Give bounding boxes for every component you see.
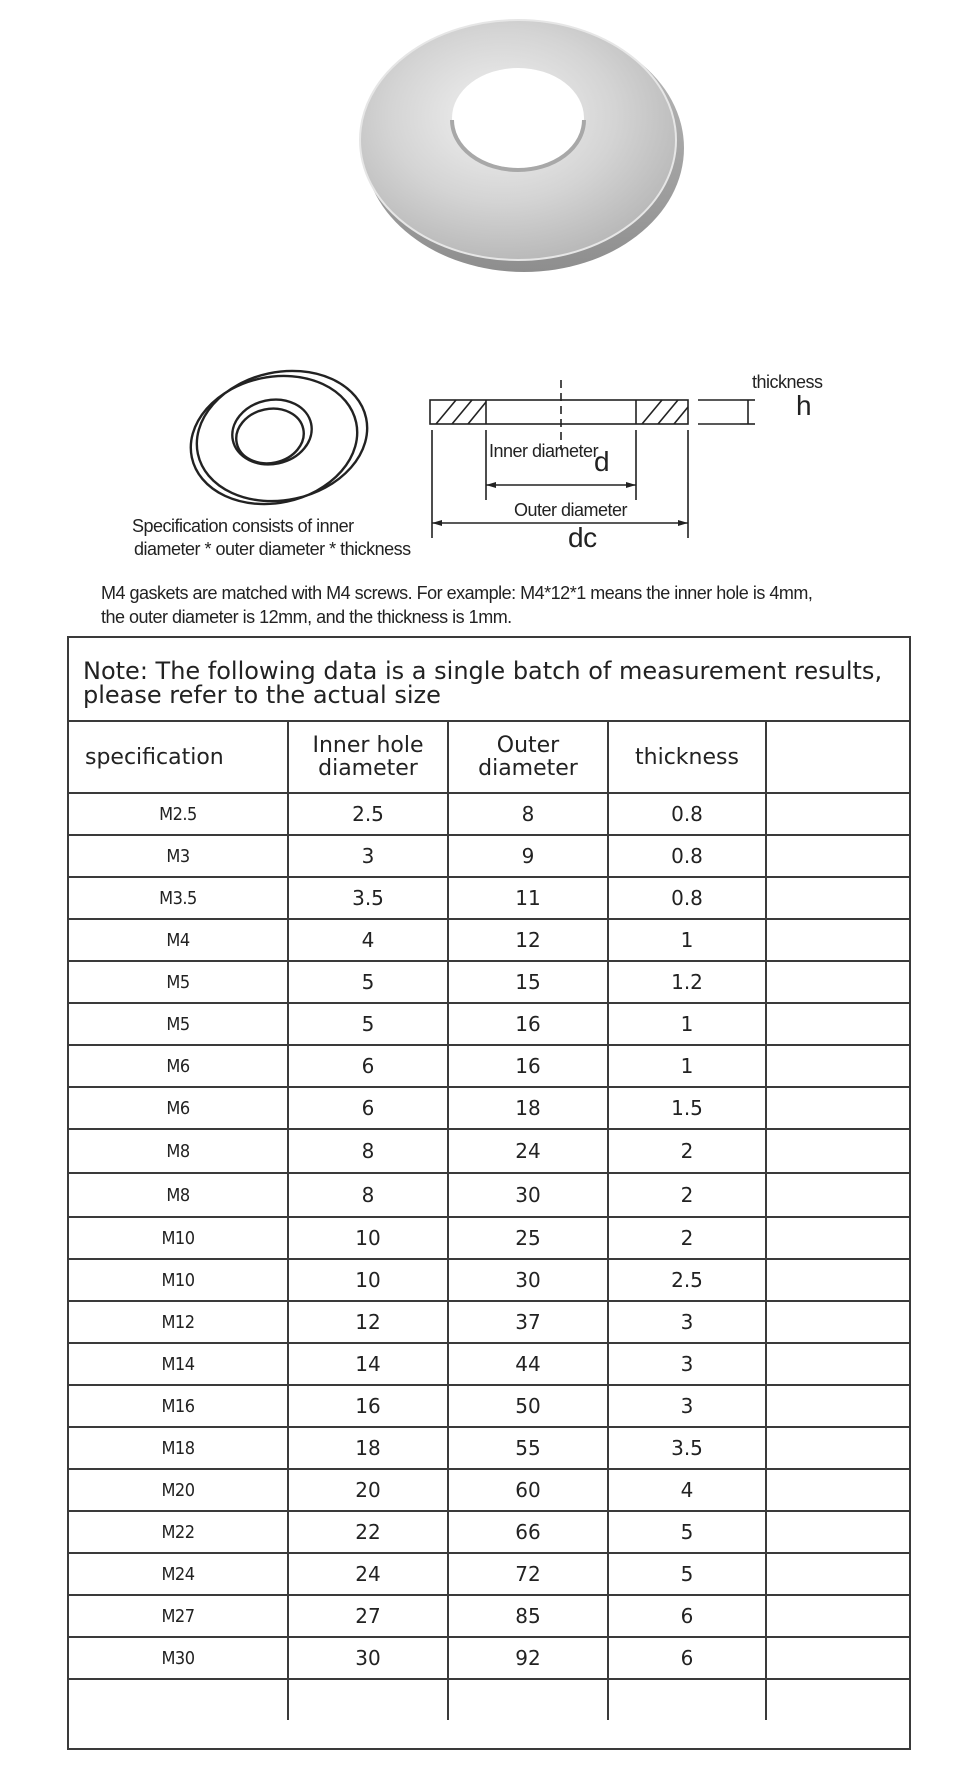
extra-cell xyxy=(766,1003,909,1045)
extra-cell xyxy=(766,1087,909,1129)
table-row xyxy=(69,961,909,1003)
inner-diameter-cell: 10 xyxy=(288,1217,448,1259)
outer-diameter-cell: 16 xyxy=(448,1045,608,1087)
spec-table xyxy=(69,722,909,1720)
table-row xyxy=(69,1469,909,1511)
extra-cell xyxy=(766,1385,909,1427)
extra-cell xyxy=(766,1343,909,1385)
spec-cell: M14 xyxy=(69,1343,288,1385)
header-outer-line2: diameter xyxy=(478,756,578,781)
table-row xyxy=(69,1427,909,1469)
thickness-cell: 5 xyxy=(608,1553,766,1595)
inner-diameter-cell: 3 xyxy=(288,835,448,877)
inner-diameter-cell: 27 xyxy=(288,1595,448,1637)
outer-diameter-cell: 92 xyxy=(448,1637,608,1679)
spec-cell: M27 xyxy=(69,1595,288,1637)
thickness-cell: 1.2 xyxy=(608,961,766,1003)
thickness-cell: 0.8 xyxy=(608,793,766,835)
extra-cell xyxy=(766,1469,909,1511)
thickness-cell: 3.5 xyxy=(608,1427,766,1469)
extra-cell xyxy=(766,1217,909,1259)
inner-diameter-cell: 12 xyxy=(288,1301,448,1343)
inner-diameter-cell: 5 xyxy=(288,961,448,1003)
spec-cell xyxy=(69,1679,288,1720)
thickness-cell: 3 xyxy=(608,1301,766,1343)
table-row xyxy=(69,1217,909,1259)
extra-cell xyxy=(766,961,909,1003)
thickness-symbol: h xyxy=(796,390,812,421)
extra-cell xyxy=(766,793,909,835)
extra-cell xyxy=(766,877,909,919)
table-row xyxy=(69,1595,909,1637)
table-row xyxy=(69,1045,909,1087)
table-row xyxy=(69,1259,909,1301)
outer-diameter-cell: 72 xyxy=(448,1553,608,1595)
thickness-cell: 2 xyxy=(608,1217,766,1259)
thickness-cell: 6 xyxy=(608,1637,766,1679)
inner-diameter-cell: 8 xyxy=(288,1173,448,1217)
thickness-cell: 0.8 xyxy=(608,835,766,877)
extra-cell xyxy=(766,1129,909,1173)
thickness-cell: 2 xyxy=(608,1129,766,1173)
header-specification: specification xyxy=(69,722,288,793)
table-row xyxy=(69,1301,909,1343)
spec-cell: M5 xyxy=(69,961,288,1003)
spec-cell: M20 xyxy=(69,1469,288,1511)
outer-diameter-cell: 55 xyxy=(448,1427,608,1469)
thickness-cell: 5 xyxy=(608,1511,766,1553)
outer-diameter-cell: 11 xyxy=(448,877,608,919)
spec-cell: M10 xyxy=(69,1259,288,1301)
outer-diameter-cell: 85 xyxy=(448,1595,608,1637)
header-inner-diameter xyxy=(288,722,448,793)
thickness-cell: 3 xyxy=(608,1343,766,1385)
table-row xyxy=(69,1129,909,1173)
outer-diameter-cell: 37 xyxy=(448,1301,608,1343)
spec-cell: M6 xyxy=(69,1087,288,1129)
extra-cell xyxy=(766,1259,909,1301)
spec-cell: M5 xyxy=(69,1003,288,1045)
thickness-cell xyxy=(608,1679,766,1720)
table-row xyxy=(69,1343,909,1385)
ring-outer-back xyxy=(185,356,380,517)
thickness-label: thickness xyxy=(752,372,823,392)
inner-diameter-cell: 22 xyxy=(288,1511,448,1553)
header-inner-line1: Inner hole xyxy=(312,733,424,758)
table-row xyxy=(69,1637,909,1679)
extra-cell xyxy=(766,1173,909,1217)
outer-diameter-cell: 60 xyxy=(448,1469,608,1511)
thickness-cell: 1 xyxy=(608,919,766,961)
spec-cell: M10 xyxy=(69,1217,288,1259)
outer-diameter-cell: 15 xyxy=(448,961,608,1003)
inner-diameter-cell: 16 xyxy=(288,1385,448,1427)
spec-cell: M12 xyxy=(69,1301,288,1343)
thickness-cell: 2.5 xyxy=(608,1259,766,1301)
header-inner-line2: diameter xyxy=(318,756,418,781)
extra-cell xyxy=(766,919,909,961)
outer-diameter-cell: 9 xyxy=(448,835,608,877)
table-row xyxy=(69,1087,909,1129)
thickness-cell: 0.8 xyxy=(608,877,766,919)
inner-diameter-cell: 10 xyxy=(288,1259,448,1301)
outer-diameter-cell: 24 xyxy=(448,1129,608,1173)
inner-diameter-cell: 6 xyxy=(288,1045,448,1087)
outer-diameter-cell: 30 xyxy=(448,1259,608,1301)
spec-cell: M8 xyxy=(69,1129,288,1173)
spec-cell: M18 xyxy=(69,1427,288,1469)
outer-diameter-cell xyxy=(448,1679,608,1720)
inner-diameter-cell: 20 xyxy=(288,1469,448,1511)
table-row xyxy=(69,1511,909,1553)
note-line2: please refer to the actual size xyxy=(83,681,441,709)
table-header-row xyxy=(69,722,909,793)
measurement-note xyxy=(69,638,909,722)
table-row xyxy=(69,877,909,919)
inner-diameter-label: Inner diameter xyxy=(489,441,599,461)
header-thickness: thickness xyxy=(608,722,766,793)
inner-diameter-cell xyxy=(288,1679,448,1720)
inner-diameter-cell: 5 xyxy=(288,1003,448,1045)
extra-cell xyxy=(766,835,909,877)
outer-diameter-cell: 16 xyxy=(448,1003,608,1045)
spec-cell: M3 xyxy=(69,835,288,877)
header-outer-diameter xyxy=(448,722,608,793)
note-line1: Note: The following data is a single batch of measurement results, xyxy=(83,657,883,685)
thickness-cell: 6 xyxy=(608,1595,766,1637)
spec-cell: M16 xyxy=(69,1385,288,1427)
outer-diameter-cell: 44 xyxy=(448,1343,608,1385)
outer-diameter-cell: 18 xyxy=(448,1087,608,1129)
spec-cell: M4 xyxy=(69,919,288,961)
inner-diameter-cell: 30 xyxy=(288,1637,448,1679)
thickness-cell: 1 xyxy=(608,1045,766,1087)
inner-diameter-cell: 6 xyxy=(288,1087,448,1129)
example-text-line2: the outer diameter is 12mm, and the thickness is 1mm. xyxy=(101,607,512,627)
inner-diameter-symbol: d xyxy=(594,446,610,477)
outer-diameter-cell: 12 xyxy=(448,919,608,961)
inner-diameter-cell: 2.5 xyxy=(288,793,448,835)
table-row xyxy=(69,919,909,961)
extra-cell xyxy=(766,1679,909,1720)
spec-cell: M24 xyxy=(69,1553,288,1595)
spec-description-line2: diameter * outer diameter * thickness xyxy=(134,539,411,559)
table-row xyxy=(69,1173,909,1217)
table-row xyxy=(69,835,909,877)
outer-diameter-cell: 8 xyxy=(448,793,608,835)
outer-diameter-cell: 50 xyxy=(448,1385,608,1427)
inner-diameter-cell: 18 xyxy=(288,1427,448,1469)
extra-cell xyxy=(766,1553,909,1595)
spec-cell: M8 xyxy=(69,1173,288,1217)
extra-cell xyxy=(766,1637,909,1679)
washer-photo xyxy=(340,8,700,278)
inner-diameter-cell: 3.5 xyxy=(288,877,448,919)
table-row xyxy=(69,1385,909,1427)
inner-diameter-cell: 4 xyxy=(288,919,448,961)
spec-description-line1: Specification consists of inner xyxy=(132,516,354,536)
thickness-cell: 1 xyxy=(608,1003,766,1045)
header-extra xyxy=(766,722,909,793)
header-outer-line1: Outer xyxy=(496,733,560,758)
outer-diameter-label: Outer diameter xyxy=(514,500,628,520)
table-row xyxy=(69,1679,909,1720)
outer-diameter-symbol: dc xyxy=(568,522,597,553)
spec-cell: M6 xyxy=(69,1045,288,1087)
spec-table-container xyxy=(67,636,911,1750)
spec-cell: M3.5 xyxy=(69,877,288,919)
inner-diameter-cell: 24 xyxy=(288,1553,448,1595)
spec-cell: M2.5 xyxy=(69,793,288,835)
extra-cell xyxy=(766,1511,909,1553)
table-body xyxy=(69,793,909,1720)
outer-diameter-cell: 30 xyxy=(448,1173,608,1217)
inner-diameter-cell: 8 xyxy=(288,1129,448,1173)
outer-diameter-cell: 25 xyxy=(448,1217,608,1259)
extra-cell xyxy=(766,1427,909,1469)
table-row xyxy=(69,1553,909,1595)
extra-cell xyxy=(766,1301,909,1343)
thickness-cell: 3 xyxy=(608,1385,766,1427)
table-row xyxy=(69,793,909,835)
extra-cell xyxy=(766,1045,909,1087)
outer-diameter-cell: 66 xyxy=(448,1511,608,1553)
extra-cell xyxy=(766,1595,909,1637)
table-row xyxy=(69,1003,909,1045)
thickness-cell: 4 xyxy=(608,1469,766,1511)
inner-diameter-cell: 14 xyxy=(288,1343,448,1385)
spec-cell: M30 xyxy=(69,1637,288,1679)
spec-cell: M22 xyxy=(69,1511,288,1553)
thickness-cell: 2 xyxy=(608,1173,766,1217)
example-text-line1: M4 gaskets are matched with M4 screws. For example: M4*12*1 means the inner hole is 4mm, xyxy=(101,583,813,603)
thickness-cell: 1.5 xyxy=(608,1087,766,1129)
